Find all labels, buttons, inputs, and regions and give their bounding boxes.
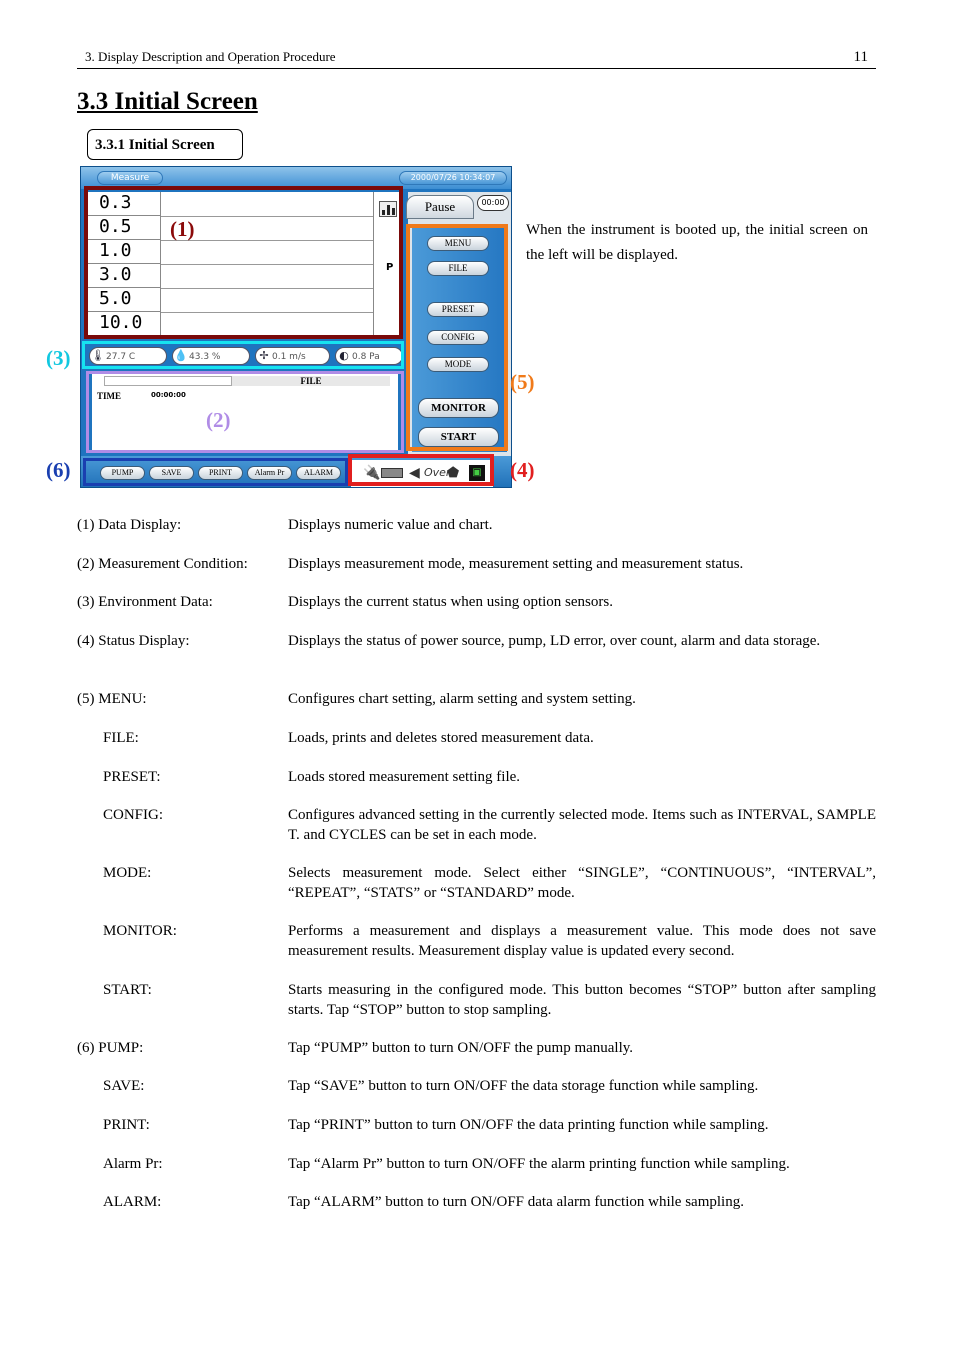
subsection-title: 3.3.1 Initial Screen — [95, 137, 215, 153]
description-term: FILE: — [103, 730, 139, 746]
humidity-value: 43.3 % — [189, 352, 221, 362]
particle-size-label: 0.3 — [87, 192, 161, 216]
description-text: Tap “PUMP” button to turn ON/OFF the pump manually. — [288, 1040, 634, 1056]
tab-measure[interactable]: Measure — [97, 171, 163, 185]
description-text: Displays the status of power source, pump, LD error, over count, alarm and data storage. — [288, 633, 821, 649]
description-text: Tap “SAVE” button to turn ON/OFF the data storage function while sampling. — [288, 1078, 759, 1094]
status-display-highlight — [348, 454, 494, 486]
alarm-print-button[interactable]: Alarm Pr — [247, 466, 292, 480]
config-button[interactable]: CONFIG — [427, 330, 489, 345]
alarm-icon: ⬟ — [447, 465, 460, 481]
storage-icon: ▣ — [469, 465, 485, 481]
description-text: Tap “PRINT” button to turn ON/OFF the data printing function while sampling. — [288, 1117, 769, 1133]
description-text: Loads, prints and deletes stored measurement data. — [288, 730, 594, 746]
page-number: 11 — [853, 49, 868, 65]
timer-display: 00:00 — [477, 195, 509, 211]
description-term: MODE: — [103, 865, 152, 881]
chapter-title: 3. Display Description and Operation Procedure — [85, 49, 336, 64]
section-title: 3.3 Initial Screen — [77, 88, 258, 115]
save-button[interactable]: SAVE — [149, 466, 194, 480]
description-term: PRESET: — [103, 769, 161, 785]
pressure-icon: ◐ — [339, 349, 349, 362]
description-term: ALARM: — [103, 1194, 162, 1210]
particle-size-label: 0.5 — [87, 216, 161, 240]
description-term: (3) Environment Data: — [77, 594, 213, 610]
description-term: SAVE: — [103, 1078, 145, 1094]
environment-data-highlight — [82, 341, 404, 369]
mode-button[interactable]: MODE — [427, 357, 489, 372]
marker-1: (1) — [170, 217, 195, 241]
print-button[interactable]: PRINT — [198, 466, 243, 480]
alarm-button[interactable]: ALARM — [296, 466, 341, 480]
description-text: Tap “Alarm Pr” button to turn ON/OFF the alarm printing function while sampling. — [288, 1156, 790, 1172]
particle-size-label: 5.0 — [87, 288, 161, 312]
particle-size-label: 3.0 — [87, 264, 161, 288]
subsection-box — [87, 129, 243, 160]
bottom-buttons-highlight — [83, 458, 348, 486]
file-button[interactable]: FILE — [427, 261, 489, 276]
menu-highlight — [406, 224, 508, 451]
air-velocity-value: 0.1 m/s — [272, 352, 306, 362]
description-term: (4) Status Display: — [77, 633, 190, 649]
description-term: MONITOR: — [103, 923, 177, 939]
description-text: Displays measurement mode, measurement setting and measurement status. — [288, 556, 744, 572]
humidity-drop-icon: 💧 — [174, 349, 188, 362]
intro-paragraph: When the instrument is booted up, the initial screen on the left will be displayed. — [526, 222, 868, 263]
page-header — [77, 47, 876, 69]
measurement-condition-highlight — [86, 371, 404, 453]
time-value: 00:00:00 — [151, 391, 186, 399]
description-text: Tap “ALARM” button to turn ON/OFF data alarm function while sampling. — [288, 1194, 744, 1210]
particle-size-label: 10.0 — [99, 312, 143, 333]
description-text: Performs a measurement and displays a measurement value. This mode does not save measurement results. Measurement display value is updated every second. — [288, 923, 876, 959]
description-text: Configures advanced setting in the currently selected mode. Items such as INTERVAL, SAMPLE T. and CYCLES can be set in each mode. — [288, 807, 876, 843]
datetime-display: 2000/07/26 10:34:07 — [399, 171, 507, 185]
menu-button[interactable]: MENU — [427, 236, 489, 251]
start-button[interactable]: START — [418, 427, 499, 447]
description-text: Loads stored measurement setting file. — [288, 769, 521, 785]
monitor-button[interactable]: MONITOR — [418, 398, 499, 418]
particle-size-label: 1.0 — [87, 240, 161, 264]
description-text: Displays the current status when using option sensors. — [288, 594, 613, 610]
marker-2: (2) — [206, 408, 231, 432]
description-term: (2) Measurement Condition: — [77, 556, 248, 572]
description-term: (5) MENU: — [77, 691, 147, 707]
description-term: PRINT: — [103, 1117, 150, 1133]
description-term: (1) Data Display: — [77, 517, 182, 533]
data-display-highlight — [84, 186, 403, 339]
file-name-field: FILE — [232, 376, 390, 386]
pressure-value: 0.8 Pa — [352, 352, 380, 362]
air-velocity-icon: ✢ — [259, 349, 269, 362]
pump-icon: ◀ — [409, 465, 420, 481]
marker-6: (6) — [46, 458, 71, 482]
marker-4: (4) — [510, 458, 535, 482]
description-term: START: — [103, 982, 152, 998]
description-term: (6) PUMP: — [77, 1040, 144, 1056]
thermometer-icon: 🌡 — [91, 349, 105, 362]
description-text: Configures chart setting, alarm setting and system setting. — [288, 691, 636, 707]
description-text: Starts measuring in the configured mode. This button becomes “STOP” button after sampling starts. Tap “STOP” button to stop sampling. — [288, 982, 876, 1018]
preset-button[interactable]: PRESET — [427, 302, 489, 317]
description-text: Selects measurement mode. Select either “SINGLE”, “CONTINUOUS”, “INTERVAL”, “REPEAT”, “STATS” or “STANDARD” mode. — [288, 865, 876, 901]
pump-button[interactable]: PUMP — [100, 466, 145, 480]
description-text: Displays numeric value and chart. — [288, 517, 493, 533]
power-plug-icon: 🔌 — [363, 465, 381, 481]
chart-axis-label: P — [386, 262, 394, 273]
over-count-icon: Over — [424, 466, 451, 479]
marker-5: (5) — [510, 370, 535, 394]
description-term: Alarm Pr: — [103, 1156, 163, 1172]
temperature-value: 27.7 C — [106, 352, 136, 362]
time-label: TIME — [97, 391, 122, 401]
marker-3: (3) — [46, 346, 71, 370]
description-term: CONFIG: — [103, 807, 164, 823]
pause-status: Pause — [406, 195, 474, 219]
